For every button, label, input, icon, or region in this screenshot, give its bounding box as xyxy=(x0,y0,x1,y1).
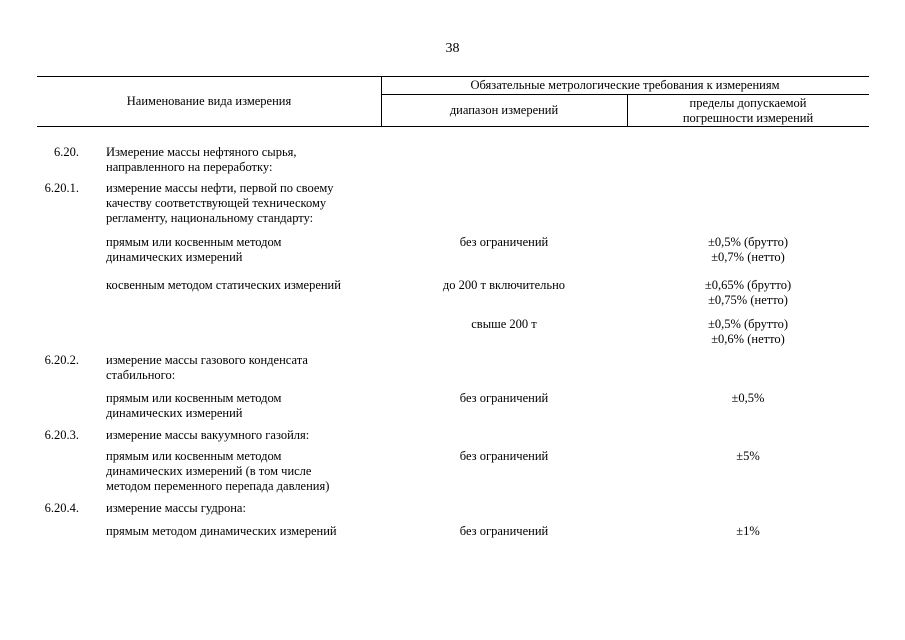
row-text: измерение массы нефти, первой по своему качеству соответствующей техническому регламенту, национальному стандарту: xyxy=(106,181,334,225)
row-range: без ограничений xyxy=(459,391,549,405)
row-error: ±1% xyxy=(736,524,760,538)
page-number: 38 xyxy=(445,41,460,56)
row-error: ±5% xyxy=(736,449,760,463)
row-range: без ограничений xyxy=(459,235,549,249)
row-text: измерение массы вакуумного газойля: xyxy=(106,428,310,442)
header-bottom-rule xyxy=(37,126,869,127)
row-text: прямым или косвенным методом динамических измерений xyxy=(106,391,282,420)
row-range: свыше 200 т xyxy=(471,317,537,331)
row-range: без ограничений xyxy=(459,524,549,538)
row-error: ±0,65% (брутто) ±0,75% (нетто) xyxy=(704,278,792,307)
header-group-rule xyxy=(381,94,869,95)
row-text: косвенным методом статических измерений xyxy=(106,278,341,292)
row-number: 6.20.3. xyxy=(44,428,79,442)
header-col-range: диапазон измерений xyxy=(449,103,559,117)
row-error: ±0,5% (брутто) ±0,6% (нетто) xyxy=(707,317,789,346)
row-text: прямым или косвенным методом динамических измерений (в том числе методом переменного перепада давления) xyxy=(106,449,330,493)
row-error: ±0,5% (брутто) ±0,7% (нетто) xyxy=(707,235,789,264)
row-error: ±0,5% xyxy=(731,391,765,405)
row-range: до 200 т включительно xyxy=(442,278,566,292)
header-group-title: Обязательные метрологические требования к измерениям xyxy=(470,78,780,92)
header-col-name: Наименование вида измерения xyxy=(126,94,292,108)
row-text: Измерение массы нефтяного сырья, направленного на переработку: xyxy=(106,145,297,174)
row-number: 6.20.1. xyxy=(44,181,79,195)
header-col-error: пределы допускаемой погрешности измерений xyxy=(682,96,814,125)
row-text: прямым методом динамических измерений xyxy=(106,524,337,538)
row-number: 6.20. xyxy=(54,145,79,159)
row-text: прямым или косвенным методом динамических измерений xyxy=(106,235,282,264)
row-number: 6.20.4. xyxy=(44,501,79,515)
row-text: измерение массы гудрона: xyxy=(106,501,246,515)
header-top-rule xyxy=(37,76,869,77)
row-number: 6.20.2. xyxy=(44,353,79,367)
row-range: без ограничений xyxy=(459,449,549,463)
row-text: измерение массы газового конденсата стабильного: xyxy=(106,353,308,382)
